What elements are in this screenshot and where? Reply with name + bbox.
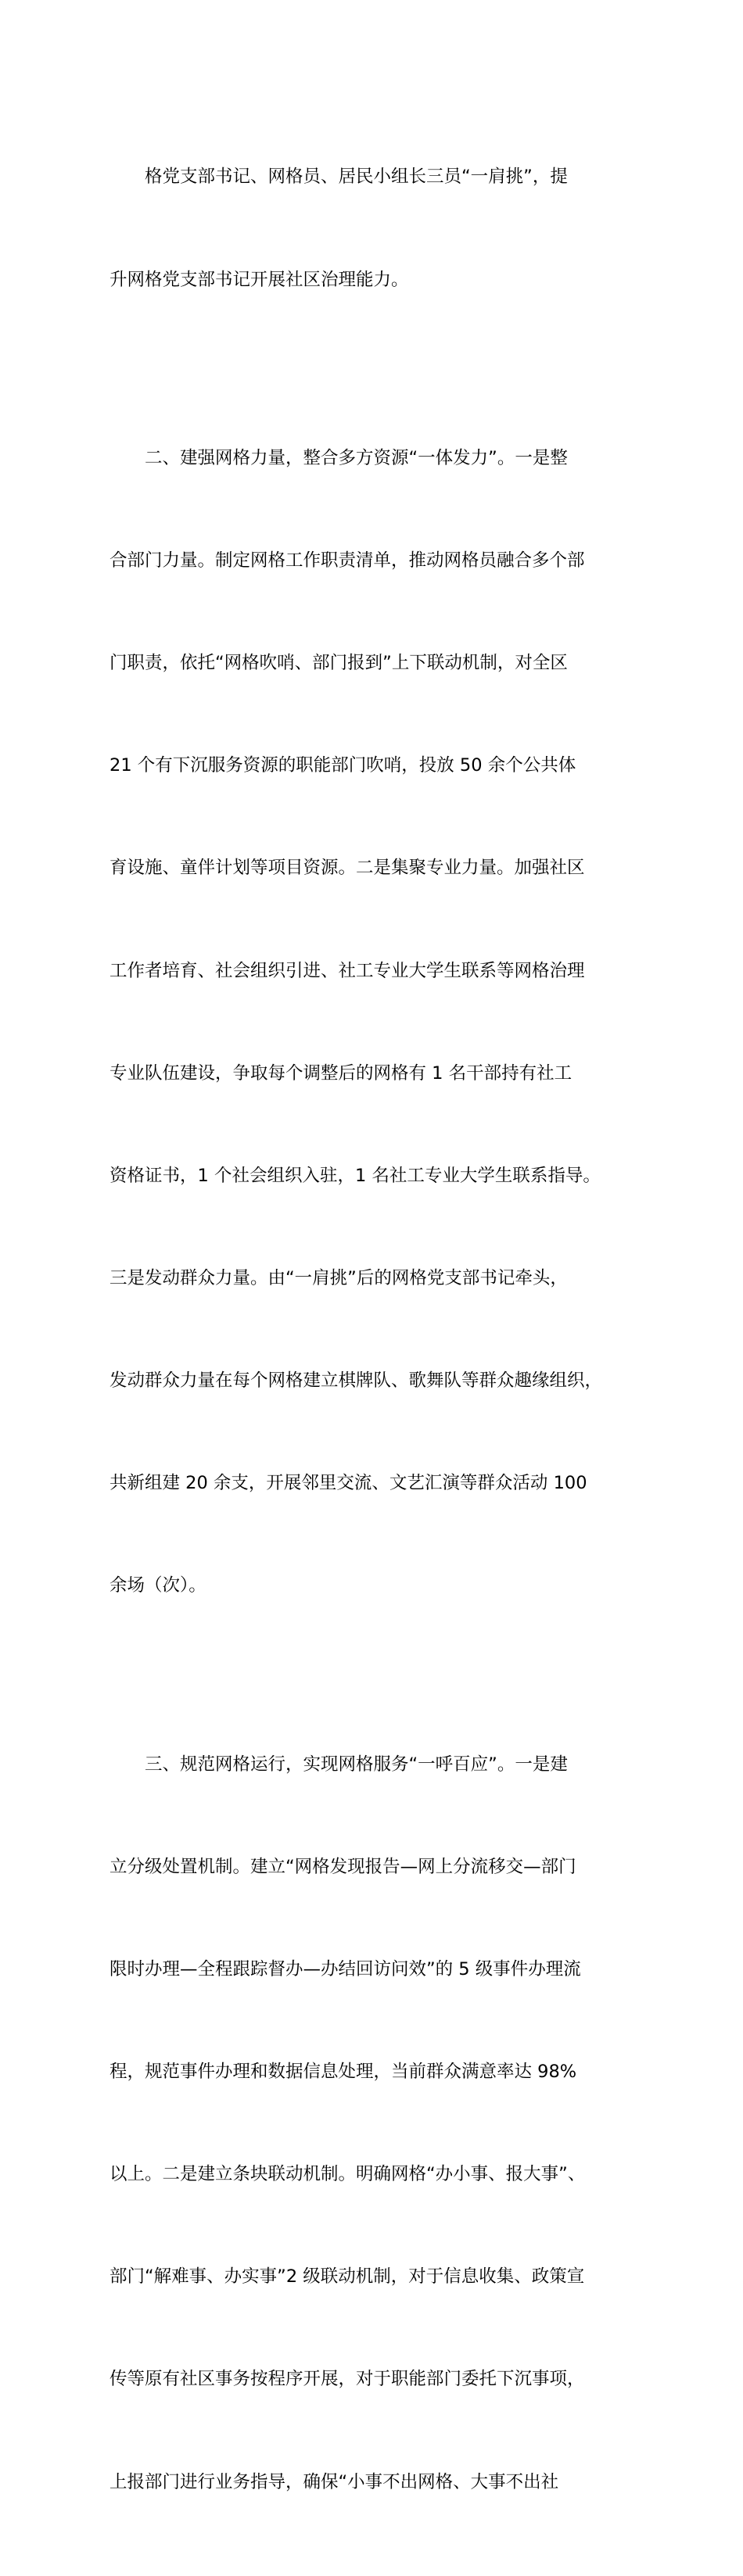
paragraph-line: 传等原有社区事务按程序开展，对于职能部门委托下沉事项，	[109, 2369, 585, 2390]
paragraph-line: 合部门力量。制定网格工作职责清单，推动网格员融合多个部	[109, 550, 585, 571]
paragraph-line: 以上。二是建立条块联动机制。明确网格“办小事、报大事”、	[109, 2164, 586, 2185]
paragraph-line: 育设施、童伴计划等项目资源。二是集聚专业力量。加强社区	[109, 858, 585, 879]
document-body	[109, 92, 651, 2576]
paragraph-1	[109, 92, 651, 366]
paragraph-line: 立分级处置机制。建立“网格发现报告—网上分流移交—部门	[109, 1856, 576, 1877]
paragraph-line: 余场（次）。	[109, 1575, 206, 1596]
paragraph-line: 资格证书，1 个社会组织入驻，1 名社工专业大学生联系指导。	[109, 1165, 601, 1186]
paragraph-line: 上报部门进行业务指导，确保“小事不出网格、大事不出社	[109, 2471, 559, 2492]
paragraph-line: 共新组建 20 余支，开展邻里交流、文艺汇演等群众活动 100	[109, 1473, 587, 1494]
paragraph-2	[109, 374, 651, 1672]
paragraph-line: 二、建强网格力量，整合多方资源“一体发力”。一是整	[145, 448, 568, 469]
paragraph-line: 部门“解难事、办实事”2 级联动机制，对于信息收集、政策宣	[109, 2266, 585, 2288]
paragraph-line: 三、规范网格运行，实现网格服务“一呼百应”。一是建	[145, 1754, 568, 1775]
paragraph-3	[109, 1679, 651, 2567]
paragraph-line: 专业队伍建设，争取每个调整后的网格有 1 名干部持有社工	[109, 1062, 573, 1084]
paragraph-line: 21 个有下沉服务资源的职能部门吹哨，投放 50 余个公共体	[109, 755, 576, 776]
paragraph-line: 门职责，依托“网格吹哨、部门报到”上下联动机制，对全区	[109, 653, 568, 674]
paragraph-line: 格党支部书记、网格员、居民小组长三员“一肩挑”，提	[145, 167, 568, 188]
paragraph-line: 程，规范事件办理和数据信息处理，当前群众满意率达 98%	[109, 2062, 577, 2083]
paragraph-line: 三是发动群众力量。由“一肩挑”后的网格党支部书记牵头，	[109, 1267, 568, 1288]
paragraph-line: 发动群众力量在每个网格建立棋牌队、歌舞队等群众趣缘组织，	[109, 1370, 603, 1392]
paragraph-line: 限时办理—全程跟踪督办—办结回访问效”的 5 级事件办理流	[109, 1958, 581, 1979]
paragraph-line: 工作者培育、社会组织引进、社工专业大学生联系等网格治理	[109, 960, 585, 981]
paragraph-line: 升网格党支部书记开展社区治理能力。	[109, 269, 409, 290]
